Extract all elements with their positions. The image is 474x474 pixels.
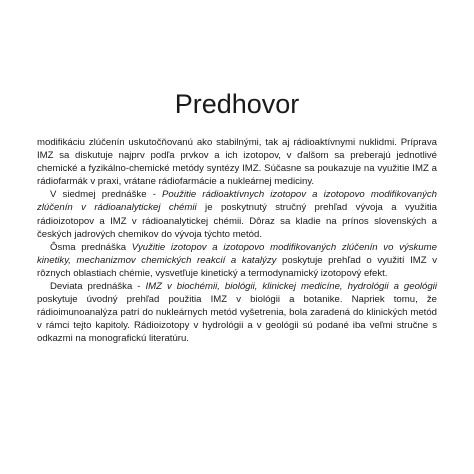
paragraph-4-text: Deviata prednáška - <box>50 281 146 293</box>
paragraph-3-text-continued: poskytuje prehľad o využití IMZ v rôznych oblastiach chémie, vysvetľuje kinetický a termodynamický izotopový efekt. <box>37 254 437 279</box>
paragraph-3-italic-title: Využitie izotopov a izotopovo modifikovaných zlúčenín vo výskume kinetiky, mechanizmov chemických reakcií a katalýzy <box>37 241 437 266</box>
paragraph-1-text: modifikáciu zlúčenín uskutočňovanú ako stabilnými, tak aj rádioaktívnymi nuklidmi. Príprava IMZ sa diskutuje najprv podľa prvkov a ich izotopov, v ďalšom sa preberajú jednotlivé chemické a fyzikálno-chemické metódy syntézy IMZ. Súčasne sa poukazuje na využitie IMZ a rádiofarmák v praxi, vrátane rádiofarmácie a nukleárnej mediciny. <box>37 137 437 188</box>
page-title: Predhovor <box>174 89 300 119</box>
paragraph-4-text-continued: poskytuje úvodný prehľad použitia IMZ v biológii a botanike. Napriek tomu, že rádioimunoanalýza patrí do nukleárnych metód vyšetrenia, bola zaradená do klinických metód v rámci tejto kapitoly. Rádioizotopy v hydrológii a v geológii sú podané iba veľmi stručne s odkazmi na monografickú literatúru. <box>37 294 437 345</box>
paragraph-1 <box>37 136 437 188</box>
paragraph-3-text: Ôsma prednáška <box>50 241 132 253</box>
paragraph-2-text-continued: je poskytnutý stručný prehľad vývoja a využitia rádioizotopov a IMZ v rádioanalytickej chémii. Dôraz sa kladie na prínos slovenských a českých jadrových chemikov do vývoja týchto metód. <box>37 202 437 240</box>
paragraph-3 <box>37 241 437 280</box>
paragraph-2 <box>37 188 437 240</box>
paragraph-2-italic-title: Použitie rádioaktívnych izotopov a izotopovo modifikovaných zlúčenín v rádioanalytickej chémii <box>37 189 437 214</box>
paragraph-4 <box>37 280 437 345</box>
paragraph-2-text: V siedmej prednáške - <box>50 189 163 201</box>
document-body <box>37 136 437 346</box>
paragraph-4-italic-title: IMZ v biochémii, biológii, klinickej medicíne, hydrológii a geológii <box>145 281 437 293</box>
